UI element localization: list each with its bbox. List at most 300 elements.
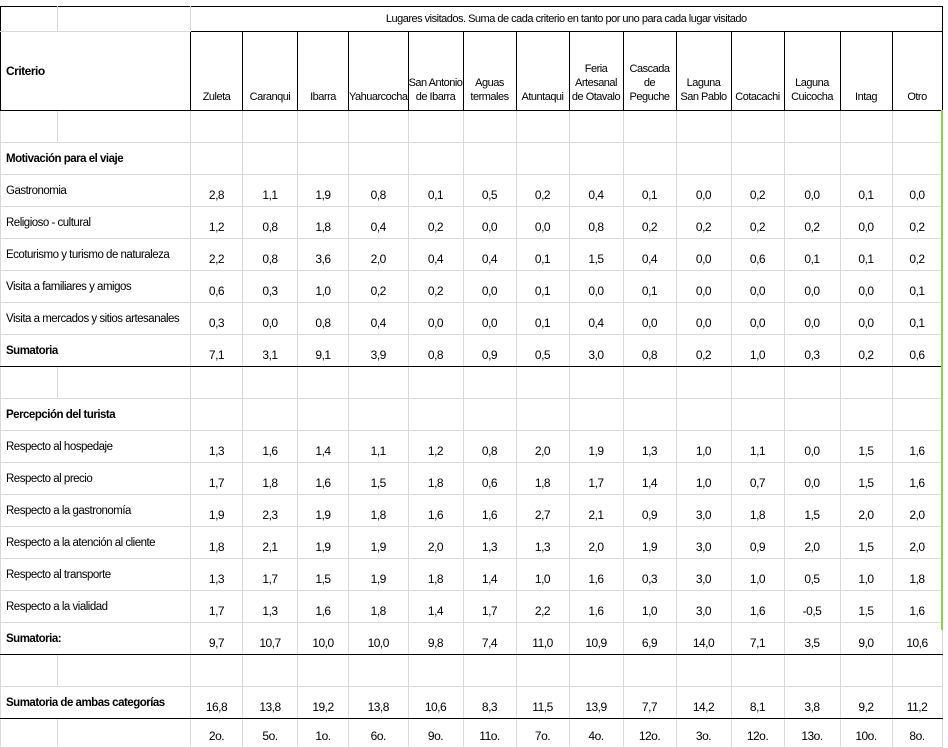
value-cell[interactable]: 1,5 <box>569 239 623 271</box>
empty-cell[interactable] <box>784 367 840 399</box>
value-cell[interactable]: 1,8 <box>731 495 784 527</box>
value-cell[interactable]: 0,0 <box>784 463 840 495</box>
value-cell[interactable]: 0,2 <box>840 335 892 367</box>
empty-cell[interactable] <box>58 7 191 32</box>
value-cell[interactable]: 14,0 <box>676 623 731 655</box>
value-cell[interactable]: 1,4 <box>408 591 463 623</box>
value-cell[interactable]: 0,3 <box>243 271 298 303</box>
value-cell[interactable]: 2,0 <box>892 495 942 527</box>
value-cell[interactable]: 0,3 <box>784 335 840 367</box>
value-cell[interactable]: 1,7 <box>463 591 516 623</box>
value-cell[interactable]: 0,2 <box>408 207 463 239</box>
value-cell[interactable]: 0,1 <box>408 175 463 207</box>
value-cell[interactable]: 1,1 <box>349 431 409 463</box>
value-cell[interactable]: 1,8 <box>191 527 243 559</box>
empty-cell[interactable] <box>298 367 349 399</box>
value-cell[interactable]: 0,0 <box>840 271 892 303</box>
value-cell[interactable]: 0,0 <box>892 175 942 207</box>
value-cell[interactable]: 0,2 <box>623 207 676 239</box>
value-cell[interactable]: 0,2 <box>731 207 784 239</box>
value-cell[interactable]: 0,0 <box>516 207 569 239</box>
value-cell[interactable]: 1,8 <box>516 463 569 495</box>
empty-cell[interactable] <box>569 143 623 175</box>
empty-cell[interactable] <box>569 367 623 399</box>
empty-cell[interactable] <box>676 399 731 431</box>
value-cell[interactable]: 2,8 <box>191 175 243 207</box>
row-label: Respecto al transporte <box>1 559 191 591</box>
value-cell[interactable]: 0,2 <box>349 271 409 303</box>
empty-cell[interactable] <box>676 143 731 175</box>
value-cell[interactable]: 3,0 <box>676 527 731 559</box>
value-cell[interactable]: 1,9 <box>298 495 349 527</box>
rank-cell[interactable]: 2o. <box>191 719 243 748</box>
value-cell[interactable]: 0,3 <box>191 303 243 335</box>
empty-cell[interactable] <box>840 111 892 143</box>
empty-cell[interactable] <box>892 655 942 687</box>
value-cell[interactable]: 3,0 <box>676 495 731 527</box>
value-cell[interactable]: 1,6 <box>569 559 623 591</box>
value-cell[interactable]: 9,1 <box>298 335 349 367</box>
value-cell[interactable]: 13,8 <box>243 687 298 719</box>
rank-cell[interactable]: 5o. <box>243 719 298 748</box>
empty-cell[interactable] <box>569 655 623 687</box>
value-cell[interactable]: 0,1 <box>623 175 676 207</box>
value-cell[interactable]: 0,9 <box>731 527 784 559</box>
value-cell[interactable]: 0,4 <box>623 239 676 271</box>
empty-cell[interactable] <box>892 143 942 175</box>
empty-cell[interactable] <box>892 399 942 431</box>
empty-cell[interactable] <box>243 111 298 143</box>
empty-cell[interactable] <box>298 111 349 143</box>
value-cell[interactable]: 2,0 <box>569 527 623 559</box>
value-cell[interactable]: 3,0 <box>676 591 731 623</box>
value-cell[interactable]: 1,1 <box>731 431 784 463</box>
empty-cell[interactable] <box>1 7 58 32</box>
empty-cell[interactable] <box>516 655 569 687</box>
row-label: Respecto al hospedaje <box>1 431 191 463</box>
value-cell[interactable]: 1,8 <box>298 207 349 239</box>
empty-cell[interactable] <box>463 111 516 143</box>
empty-cell[interactable] <box>731 143 784 175</box>
rank-cell[interactable]: 4o. <box>569 719 623 748</box>
value-cell[interactable]: 1,4 <box>463 559 516 591</box>
value-cell[interactable]: 0,0 <box>569 271 623 303</box>
value-cell[interactable]: 0,0 <box>784 431 840 463</box>
value-cell[interactable]: 8,1 <box>731 687 784 719</box>
empty-cell[interactable] <box>298 655 349 687</box>
value-cell[interactable]: 2,7 <box>516 495 569 527</box>
value-cell[interactable]: 1,3 <box>463 527 516 559</box>
value-cell[interactable]: 2,0 <box>892 527 942 559</box>
empty-cell[interactable] <box>840 367 892 399</box>
empty-cell[interactable] <box>676 111 731 143</box>
empty-cell[interactable] <box>463 143 516 175</box>
empty-cell[interactable] <box>349 399 409 431</box>
value-cell[interactable]: 2,0 <box>840 495 892 527</box>
value-cell[interactable]: 1,5 <box>349 463 409 495</box>
empty-cell[interactable] <box>623 399 676 431</box>
value-cell[interactable]: 11,5 <box>516 687 569 719</box>
empty-cell[interactable] <box>731 655 784 687</box>
value-cell[interactable]: 0,6 <box>731 239 784 271</box>
value-cell[interactable]: 1,6 <box>298 591 349 623</box>
value-cell[interactable]: 1,8 <box>349 591 409 623</box>
value-cell[interactable]: 0,0 <box>784 175 840 207</box>
value-cell[interactable]: 1,5 <box>840 431 892 463</box>
value-cell[interactable]: 3,1 <box>243 335 298 367</box>
value-cell[interactable]: 1,4 <box>623 463 676 495</box>
value-cell[interactable]: 10,9 <box>569 623 623 655</box>
value-cell[interactable]: 2,0 <box>408 527 463 559</box>
value-cell[interactable]: 1,6 <box>569 591 623 623</box>
empty-cell[interactable] <box>191 143 243 175</box>
value-cell[interactable]: 1,4 <box>298 431 349 463</box>
value-cell[interactable]: 3,5 <box>784 623 840 655</box>
empty-cell[interactable] <box>243 655 298 687</box>
empty-cell[interactable] <box>676 655 731 687</box>
value-cell[interactable]: 1,6 <box>892 431 942 463</box>
value-cell[interactable]: 0,5 <box>463 175 516 207</box>
empty-cell[interactable] <box>731 367 784 399</box>
value-cell[interactable]: 0,4 <box>349 303 409 335</box>
value-cell[interactable]: 9,2 <box>840 687 892 719</box>
empty-cell[interactable] <box>463 399 516 431</box>
value-cell[interactable]: 1,0 <box>840 559 892 591</box>
value-cell[interactable]: 1,3 <box>191 431 243 463</box>
sum-label: Sumatoria <box>1 335 191 367</box>
value-cell[interactable]: 1,0 <box>676 431 731 463</box>
value-cell[interactable]: 7,7 <box>623 687 676 719</box>
value-cell[interactable]: 0,0 <box>676 271 731 303</box>
value-cell[interactable]: 2,2 <box>191 239 243 271</box>
value-cell[interactable]: 1,6 <box>463 495 516 527</box>
empty-cell[interactable] <box>623 655 676 687</box>
value-cell[interactable]: 1,0 <box>731 335 784 367</box>
rank-cell[interactable]: 12o. <box>623 719 676 748</box>
value-cell[interactable]: 11,0 <box>516 623 569 655</box>
column-header: Intag <box>840 32 892 111</box>
value-cell[interactable]: 2,3 <box>243 495 298 527</box>
empty-cell[interactable] <box>243 143 298 175</box>
value-cell[interactable]: 1,1 <box>243 175 298 207</box>
value-cell[interactable]: 2,2 <box>516 591 569 623</box>
value-cell[interactable]: 1,0 <box>298 271 349 303</box>
value-cell[interactable]: 0,1 <box>892 303 942 335</box>
value-cell[interactable]: 1,9 <box>298 527 349 559</box>
value-cell[interactable]: 0,8 <box>623 335 676 367</box>
empty-cell[interactable] <box>408 111 463 143</box>
row-label: Ecoturismo y turismo de naturaleza <box>1 239 191 271</box>
empty-cell[interactable] <box>408 143 463 175</box>
value-cell[interactable]: 19,2 <box>298 687 349 719</box>
value-cell[interactable]: 0,1 <box>516 239 569 271</box>
value-cell[interactable]: 3,8 <box>784 687 840 719</box>
value-cell[interactable]: 1,8 <box>349 495 409 527</box>
empty-cell[interactable] <box>58 655 191 687</box>
value-cell[interactable]: 1,5 <box>840 591 892 623</box>
empty-cell[interactable] <box>349 367 409 399</box>
value-cell[interactable]: 1,6 <box>892 463 942 495</box>
value-cell[interactable]: 16,8 <box>191 687 243 719</box>
value-cell[interactable]: 1,2 <box>408 431 463 463</box>
empty-cell[interactable] <box>892 367 942 399</box>
value-cell[interactable]: 1,7 <box>569 463 623 495</box>
value-cell[interactable]: 0,1 <box>840 239 892 271</box>
value-cell[interactable]: 0,2 <box>892 239 942 271</box>
empty-cell[interactable] <box>569 111 623 143</box>
value-cell[interactable]: 10,7 <box>243 623 298 655</box>
empty-cell[interactable] <box>516 367 569 399</box>
empty-cell[interactable] <box>191 655 243 687</box>
value-cell[interactable]: 0,3 <box>623 559 676 591</box>
value-cell[interactable]: 0,7 <box>731 463 784 495</box>
rank-cell[interactable]: 6o. <box>349 719 409 748</box>
rank-cell[interactable]: 12o. <box>731 719 784 748</box>
value-cell[interactable]: 1,6 <box>408 495 463 527</box>
value-cell[interactable]: 3,6 <box>298 239 349 271</box>
value-cell[interactable]: 1,9 <box>623 527 676 559</box>
value-cell[interactable]: 0,9 <box>623 495 676 527</box>
value-cell[interactable]: 0,0 <box>623 303 676 335</box>
value-cell[interactable]: 7,1 <box>191 335 243 367</box>
rank-cell[interactable]: 8o. <box>892 719 942 748</box>
empty-cell[interactable] <box>191 399 243 431</box>
value-cell[interactable]: 0,1 <box>840 175 892 207</box>
empty-cell[interactable] <box>58 111 191 143</box>
empty-cell[interactable] <box>408 655 463 687</box>
value-cell[interactable]: 1,0 <box>516 559 569 591</box>
value-cell[interactable]: 13,8 <box>349 687 409 719</box>
column-header: Cascada de Peguche <box>623 32 676 111</box>
sum-label: Sumatoria: <box>1 623 191 655</box>
value-cell[interactable]: 0,4 <box>569 303 623 335</box>
value-cell[interactable]: 0,6 <box>892 335 942 367</box>
empty-cell[interactable] <box>349 111 409 143</box>
value-cell[interactable]: -0,5 <box>784 591 840 623</box>
empty-cell[interactable] <box>58 367 191 399</box>
value-cell[interactable]: 0,1 <box>516 271 569 303</box>
value-cell[interactable]: 1,8 <box>892 559 942 591</box>
value-cell[interactable]: 2,0 <box>516 431 569 463</box>
value-cell[interactable]: 1,6 <box>243 431 298 463</box>
empty-cell[interactable] <box>784 399 840 431</box>
value-cell[interactable]: 10,0 <box>298 623 349 655</box>
value-cell[interactable]: 0,2 <box>784 207 840 239</box>
value-cell[interactable]: 1,8 <box>408 463 463 495</box>
empty-cell[interactable] <box>1 655 58 687</box>
value-cell[interactable]: 1,7 <box>191 591 243 623</box>
empty-cell[interactable] <box>892 111 942 143</box>
value-cell[interactable]: 1,6 <box>731 591 784 623</box>
value-cell[interactable]: 10,0 <box>349 623 409 655</box>
value-cell[interactable]: 0,8 <box>243 207 298 239</box>
value-cell[interactable]: 0,0 <box>243 303 298 335</box>
empty-cell[interactable] <box>1 367 58 399</box>
empty-cell[interactable] <box>516 111 569 143</box>
empty-cell[interactable] <box>1 719 58 748</box>
value-cell[interactable]: 3,9 <box>349 335 409 367</box>
value-cell[interactable]: 0,4 <box>569 175 623 207</box>
value-cell[interactable]: 1,5 <box>784 495 840 527</box>
value-cell[interactable]: 0,4 <box>463 239 516 271</box>
empty-cell[interactable] <box>191 367 243 399</box>
value-cell[interactable]: 0,8 <box>349 175 409 207</box>
value-cell[interactable]: 0,2 <box>676 207 731 239</box>
empty-cell[interactable] <box>191 111 243 143</box>
value-cell[interactable]: 0,6 <box>191 271 243 303</box>
value-cell[interactable]: 1,5 <box>840 527 892 559</box>
value-cell[interactable]: 9,0 <box>840 623 892 655</box>
empty-cell[interactable] <box>243 367 298 399</box>
value-cell[interactable]: 0,8 <box>243 239 298 271</box>
value-cell[interactable]: 0,0 <box>676 239 731 271</box>
value-cell[interactable]: 1,0 <box>676 463 731 495</box>
rank-cell[interactable]: 11o. <box>463 719 516 748</box>
value-cell[interactable]: 1,3 <box>243 591 298 623</box>
value-cell[interactable]: 0,4 <box>408 239 463 271</box>
rank-cell[interactable]: 10o. <box>840 719 892 748</box>
value-cell[interactable]: 0,2 <box>408 271 463 303</box>
value-cell[interactable]: 8,3 <box>463 687 516 719</box>
value-cell[interactable]: 7,1 <box>731 623 784 655</box>
empty-cell[interactable] <box>516 143 569 175</box>
value-cell[interactable]: 1,3 <box>191 559 243 591</box>
value-cell[interactable]: 0,0 <box>676 303 731 335</box>
value-cell[interactable]: 0,2 <box>676 335 731 367</box>
value-cell[interactable]: 9,8 <box>408 623 463 655</box>
value-cell[interactable]: 0,8 <box>408 335 463 367</box>
value-cell[interactable]: 1,8 <box>408 559 463 591</box>
value-cell[interactable]: 14,2 <box>676 687 731 719</box>
value-cell[interactable]: 0,9 <box>463 335 516 367</box>
value-cell[interactable]: 1,6 <box>892 591 942 623</box>
value-cell[interactable]: 1,9 <box>298 175 349 207</box>
rank-cell[interactable]: 1o. <box>298 719 349 748</box>
empty-cell[interactable] <box>840 399 892 431</box>
empty-cell[interactable] <box>840 655 892 687</box>
value-cell[interactable]: 2,1 <box>569 495 623 527</box>
value-cell[interactable]: 0,0 <box>408 303 463 335</box>
empty-cell[interactable] <box>623 143 676 175</box>
value-cell[interactable]: 0,0 <box>676 175 731 207</box>
value-cell[interactable]: 2,0 <box>784 527 840 559</box>
value-cell[interactable]: 0,6 <box>463 463 516 495</box>
value-cell[interactable]: 1,8 <box>243 463 298 495</box>
empty-cell[interactable] <box>463 655 516 687</box>
value-cell[interactable]: 0,0 <box>784 271 840 303</box>
value-cell[interactable]: 1,6 <box>298 463 349 495</box>
value-cell[interactable]: 1,9 <box>349 527 409 559</box>
empty-cell[interactable] <box>784 143 840 175</box>
value-cell[interactable]: 0,0 <box>840 207 892 239</box>
empty-cell[interactable] <box>731 111 784 143</box>
empty-cell[interactable] <box>1 111 58 143</box>
value-cell[interactable]: 0,5 <box>516 335 569 367</box>
empty-cell[interactable] <box>731 399 784 431</box>
value-cell[interactable]: 2,0 <box>349 239 409 271</box>
value-cell[interactable]: 9,7 <box>191 623 243 655</box>
value-cell[interactable]: 1,2 <box>191 207 243 239</box>
value-cell[interactable]: 0,8 <box>298 303 349 335</box>
spacer-row <box>1 655 943 687</box>
value-cell[interactable]: 1,3 <box>516 527 569 559</box>
value-cell[interactable]: 1,5 <box>840 463 892 495</box>
value-cell[interactable]: 10,6 <box>408 687 463 719</box>
value-cell[interactable]: 0,0 <box>463 271 516 303</box>
value-cell[interactable]: 1,9 <box>569 431 623 463</box>
value-cell[interactable]: 1,7 <box>243 559 298 591</box>
value-cell[interactable]: 0,1 <box>516 303 569 335</box>
value-cell[interactable]: 0,2 <box>731 175 784 207</box>
empty-cell[interactable] <box>840 143 892 175</box>
rank-cell[interactable]: 13o. <box>784 719 840 748</box>
empty-cell[interactable] <box>298 143 349 175</box>
value-cell[interactable]: 1,7 <box>191 463 243 495</box>
value-cell[interactable]: 0,0 <box>463 303 516 335</box>
value-cell[interactable]: 3,0 <box>569 335 623 367</box>
empty-cell[interactable] <box>623 367 676 399</box>
empty-cell[interactable] <box>676 367 731 399</box>
empty-cell[interactable] <box>243 399 298 431</box>
value-cell[interactable]: 0,1 <box>784 239 840 271</box>
value-cell[interactable]: 7,4 <box>463 623 516 655</box>
value-cell[interactable]: 0,1 <box>892 271 942 303</box>
value-cell[interactable]: 0,2 <box>516 175 569 207</box>
value-cell[interactable]: 0,5 <box>784 559 840 591</box>
column-header: Yahuarcocha <box>349 32 409 111</box>
value-cell[interactable]: 3,0 <box>676 559 731 591</box>
rank-cell[interactable]: 9o. <box>408 719 463 748</box>
value-cell[interactable]: 0,4 <box>349 207 409 239</box>
value-cell[interactable]: 10,6 <box>892 623 942 655</box>
value-cell[interactable]: 0,0 <box>731 303 784 335</box>
value-cell[interactable]: 1,9 <box>349 559 409 591</box>
value-cell[interactable]: 0,1 <box>623 271 676 303</box>
value-cell[interactable]: 1,3 <box>623 431 676 463</box>
empty-cell[interactable] <box>298 399 349 431</box>
empty-cell[interactable] <box>784 655 840 687</box>
value-cell[interactable]: 1,0 <box>623 591 676 623</box>
value-cell[interactable]: 11,2 <box>892 687 942 719</box>
value-cell[interactable]: 0,0 <box>463 207 516 239</box>
empty-cell[interactable] <box>349 655 409 687</box>
empty-cell[interactable] <box>516 399 569 431</box>
column-header: Ibarra <box>298 32 349 111</box>
value-cell[interactable]: 0,0 <box>840 303 892 335</box>
empty-cell[interactable] <box>569 399 623 431</box>
value-cell[interactable]: 1,0 <box>731 559 784 591</box>
value-cell[interactable]: 0,8 <box>463 431 516 463</box>
empty-cell[interactable] <box>58 719 191 748</box>
empty-cell[interactable] <box>784 111 840 143</box>
rank-cell[interactable]: 3o. <box>676 719 731 748</box>
empty-cell[interactable] <box>349 143 409 175</box>
value-cell[interactable]: 1,9 <box>191 495 243 527</box>
value-cell[interactable]: 0,2 <box>892 207 942 239</box>
empty-cell[interactable] <box>408 367 463 399</box>
value-cell[interactable]: 2,1 <box>243 527 298 559</box>
value-cell[interactable]: 6,9 <box>623 623 676 655</box>
empty-cell[interactable] <box>463 367 516 399</box>
value-cell[interactable]: 0,0 <box>731 271 784 303</box>
empty-cell[interactable] <box>623 111 676 143</box>
value-cell[interactable]: 0,0 <box>784 303 840 335</box>
rank-cell[interactable]: 7o. <box>516 719 569 748</box>
value-cell[interactable]: 13,9 <box>569 687 623 719</box>
value-cell[interactable]: 0,8 <box>569 207 623 239</box>
value-cell[interactable]: 1,5 <box>298 559 349 591</box>
empty-cell[interactable] <box>408 399 463 431</box>
